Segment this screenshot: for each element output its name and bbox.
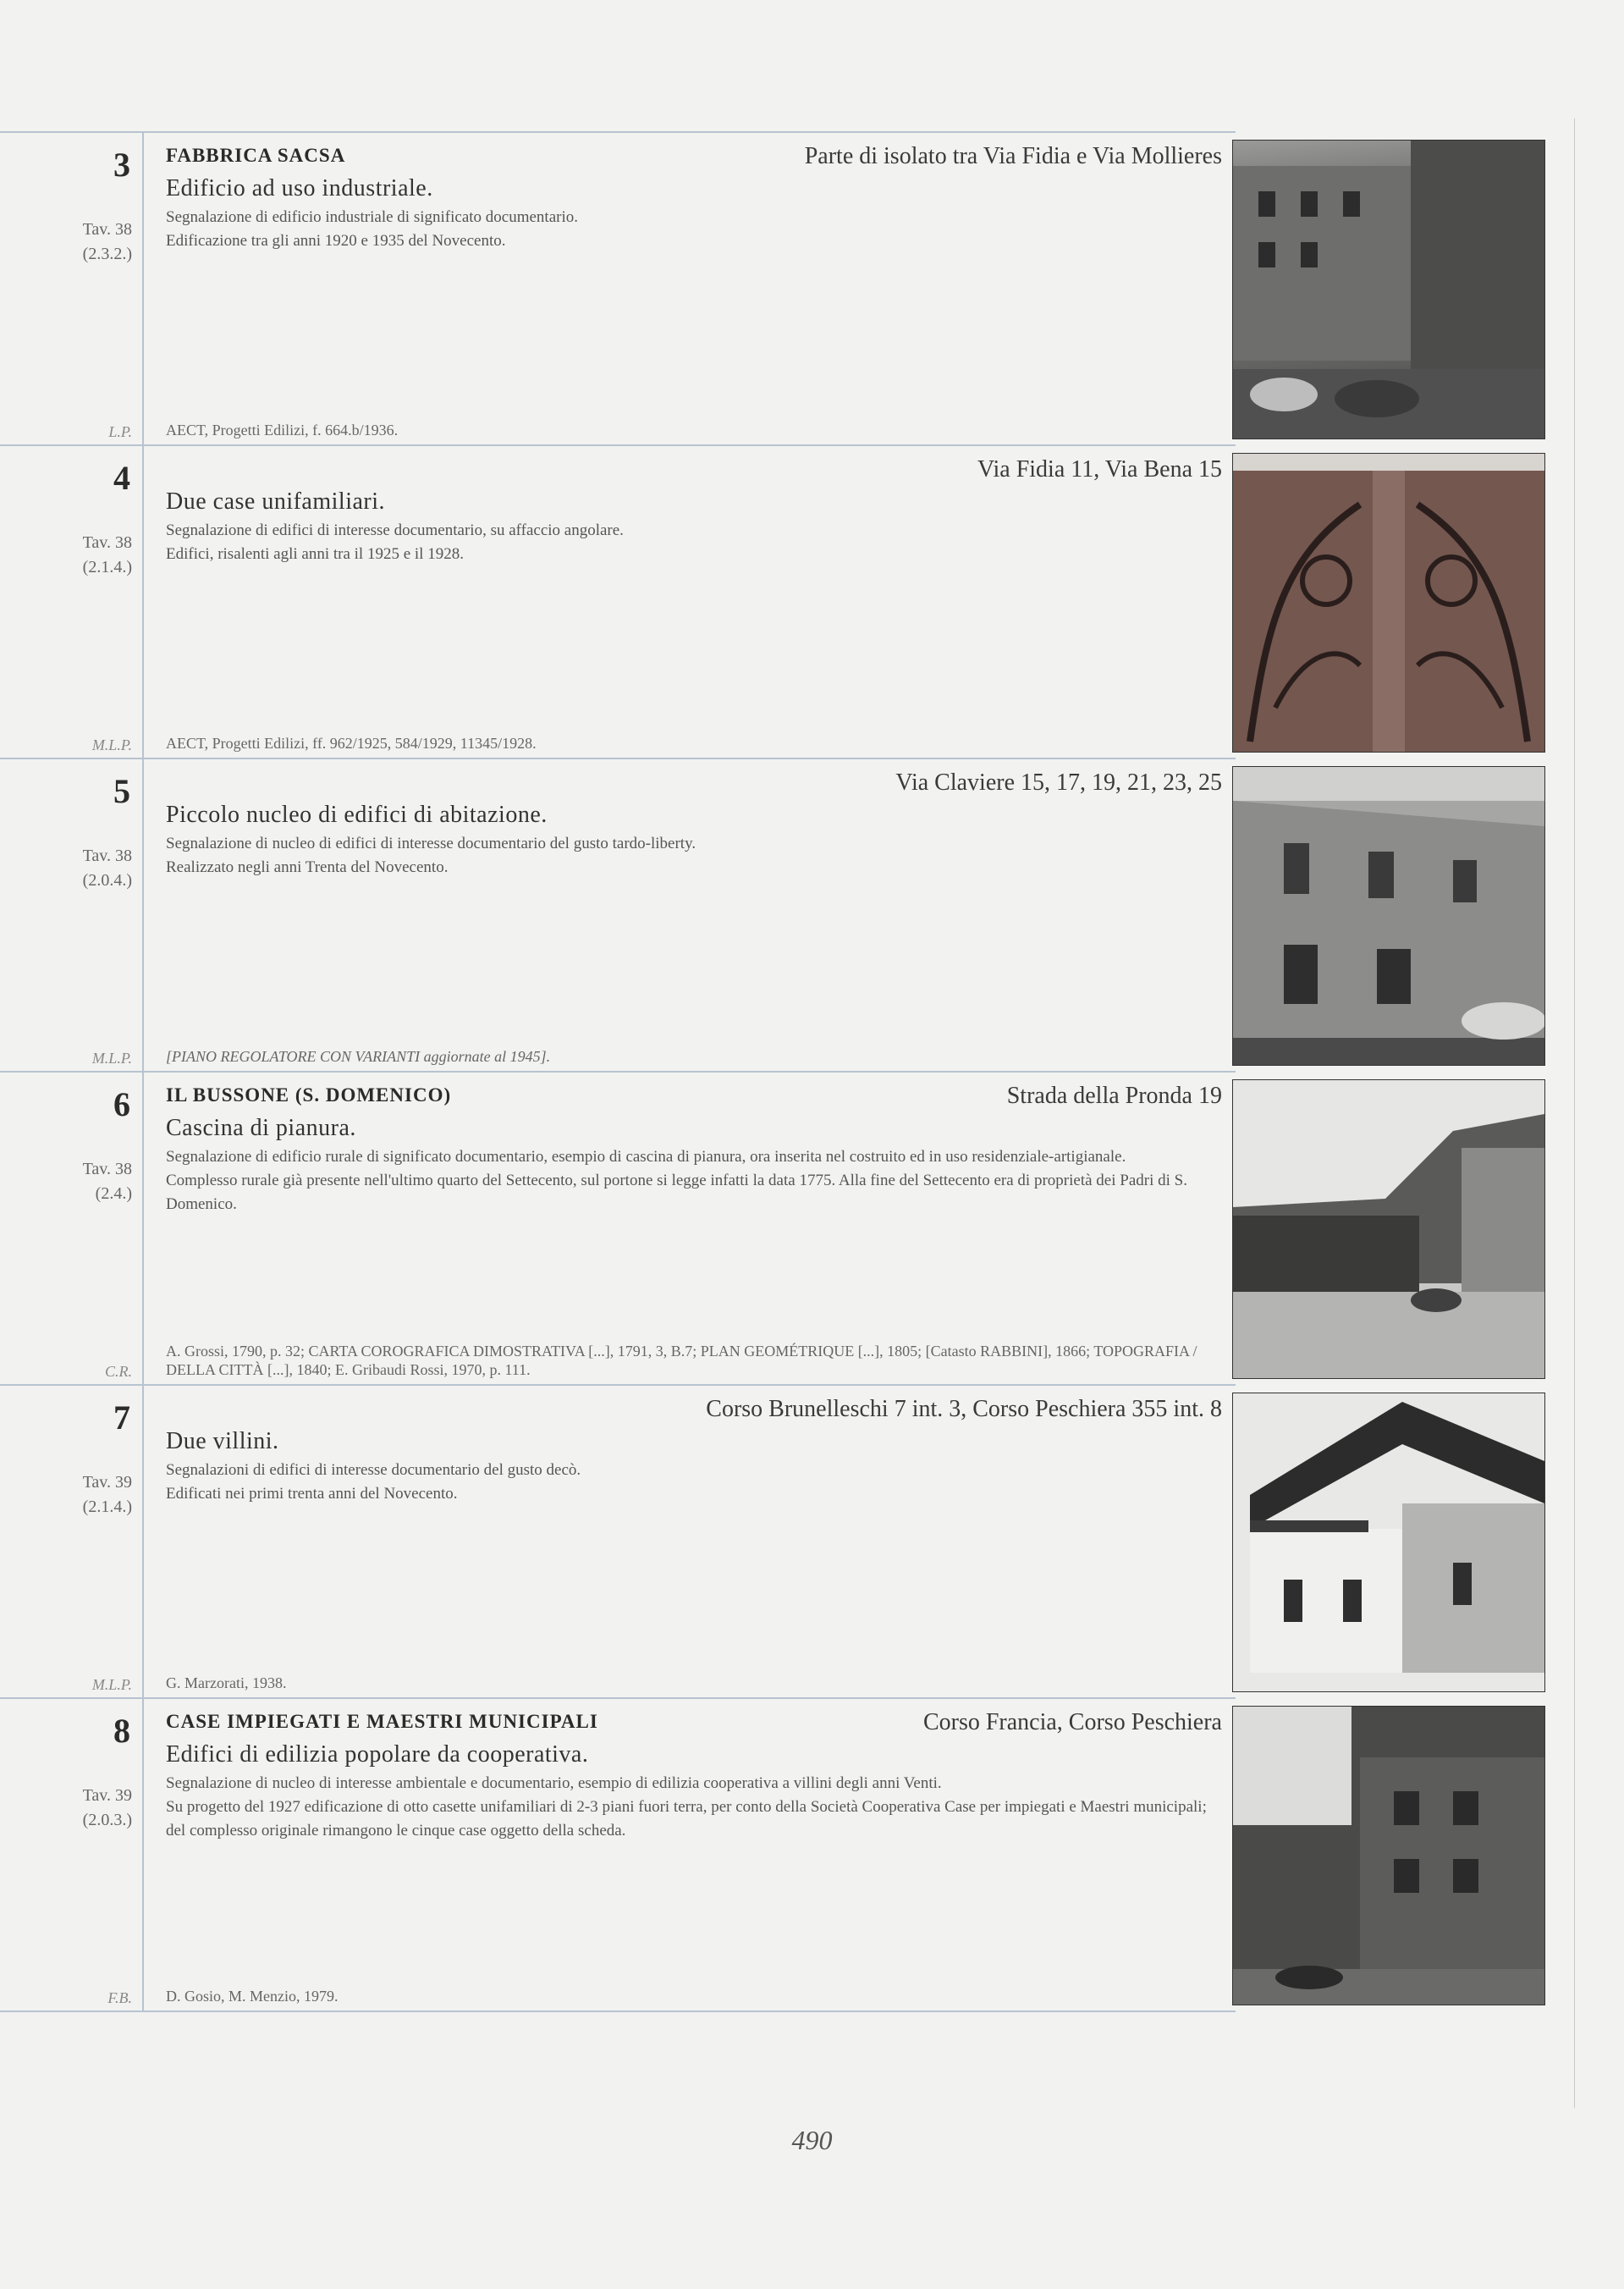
entry-index-column <box>0 1073 144 1384</box>
entry-number: 4 <box>113 459 130 497</box>
entry-address: Via Claviere 15, 17, 19, 21, 23, 25 <box>895 769 1222 796</box>
entry-index-column <box>0 1699 144 2010</box>
catalogue-entry <box>0 759 1236 1073</box>
entry-index-column <box>0 133 144 444</box>
entry-index-column <box>0 1386 144 1697</box>
entry-number: 8 <box>113 1712 130 1750</box>
entry-number: 6 <box>113 1085 130 1123</box>
catalogue-entry <box>0 1699 1236 2012</box>
entry-tav-reference: Tav. 38 (2.4.) <box>82 1160 132 1203</box>
description-paragraph: Edifici, risalenti agli anni tra il 1925 e il 1928. <box>166 545 464 563</box>
description-paragraph: Segnalazione di edificio rurale di significato documentario, esempio di cascina di pianura, ora inserita nel costruito ed in uso residenziale-artigianale. <box>166 1148 1126 1166</box>
entry-tav-reference: Tav. 39 (2.0.3.) <box>82 1786 132 1829</box>
entry-content <box>166 456 1222 758</box>
description-paragraph: Edificati nei primi trenta anni del Novecento. <box>166 1485 458 1503</box>
entry-content <box>166 769 1222 1071</box>
entry-subtitle: Edifici di edilizia popolare da cooperativa. <box>166 1741 589 1768</box>
entry-address: Strada della Pronda 19 <box>1006 1083 1222 1109</box>
description-paragraph: Edificazione tra gli anni 1920 e 1935 del Novecento. <box>166 232 506 250</box>
page-number: 490 <box>791 2125 833 2155</box>
entry-index-column <box>0 759 144 1071</box>
description-paragraph: Segnalazione di edifici di interesse documentario, su affaccio angolare. <box>166 521 624 539</box>
entry-subtitle: Due villini. <box>166 1428 279 1454</box>
entry-title: IL BUSSONE (S. DOMENICO) <box>166 1084 452 1106</box>
description-paragraph: Segnalazione di edificio industriale di significato documentario. <box>166 208 578 226</box>
entry-author-initials: M.L.P. <box>91 736 132 753</box>
entry-content <box>166 1083 1222 1384</box>
entry-content <box>166 143 1222 444</box>
villa-photo <box>1232 1393 1545 1692</box>
description-paragraph: Segnalazione di nucleo di edifici di interesse documentario del gusto tardo-liberty. <box>166 835 696 852</box>
entry-source: [PIANO REGOLATORE CON VARIANTI aggiornate al 1945]. <box>166 1048 551 1065</box>
entry-subtitle: Edificio ad uso industriale. <box>166 175 433 201</box>
entry-source: AECT, Progetti Edilizi, ff. 962/1925, 584/1929, 11345/1928. <box>166 735 537 752</box>
entry-subtitle: Due case unifamiliari. <box>166 488 386 515</box>
entry-index-column <box>0 446 144 758</box>
cooperative-houses-photo <box>1232 1706 1545 2005</box>
entry-number: 3 <box>113 146 130 184</box>
entry-source: A. Grossi, 1790, p. 32; CARTA COROGRAFICA DIMOSTRATIVA [...], 1791, 3, B.7; PLAN GEOMÉTRIQUE [...], 1805; [Catasto RABBINI], 1866; TOPOGRAFIA / DELLA CITTÀ [...], 1840; E. Gribaudi Rossi, 1970, p. 111. <box>166 1343 1197 1378</box>
entry-title: CASE IMPIEGATI E MAESTRI MUNICIPALI <box>166 1711 598 1732</box>
catalogue-entry <box>0 133 1236 446</box>
catalogue-entry <box>0 1386 1236 1699</box>
entry-source: AECT, Progetti Edilizi, f. 664.b/1936. <box>166 422 399 438</box>
residential-building-photo <box>1232 766 1545 1066</box>
entry-address: Corso Brunelleschi 7 int. 3, Corso Peschiera 355 int. 8 <box>706 1396 1222 1422</box>
description-paragraph: Realizzato negli anni Trenta del Novecento. <box>166 858 449 876</box>
entry-address: Corso Francia, Corso Peschiera <box>922 1709 1222 1735</box>
catalogue-entry <box>0 1073 1236 1386</box>
entry-source: G. Marzorati, 1938. <box>166 1674 287 1691</box>
entry-author-initials: M.L.P. <box>91 1050 132 1067</box>
entry-title: FABBRICA SACSA <box>166 145 346 166</box>
entry-description <box>166 1145 1222 1216</box>
description-paragraph: Segnalazione di nucleo di interesse ambientale e documentario, esempio di edilizia cooperativa a villini degli anni Venti. <box>166 1774 942 1792</box>
wrought-iron-gate-photo <box>1232 453 1545 753</box>
entry-tav-reference: Tav. 39 (2.1.4.) <box>82 1473 132 1516</box>
entry-author-initials: F.B. <box>107 1989 132 2006</box>
entry-content <box>166 1709 1222 2010</box>
entry-subtitle: Piccolo nucleo di edifici di abitazione. <box>166 802 548 828</box>
entry-address: Via Fidia 11, Via Bena 15 <box>977 456 1222 483</box>
entry-tav-reference: Tav. 38 (2.0.4.) <box>82 847 132 890</box>
entry-description <box>166 1459 1222 1506</box>
entry-address: Parte di isolato tra Via Fidia e Via Mollieres <box>804 143 1222 169</box>
description-paragraph: Complesso rurale già presente nell'ultimo quarto del Settecento, sul portone si legge infatti la data 1775. Alla fine del Settecento era di proprietà dei Padri di S. Domenico. <box>166 1172 1187 1213</box>
entry-author-initials: M.L.P. <box>91 1676 132 1693</box>
farmhouse-courtyard-photo <box>1232 1079 1545 1379</box>
right-margin-rule <box>1574 119 1575 2108</box>
entry-number: 7 <box>113 1398 130 1437</box>
entry-description <box>166 1772 1222 1843</box>
description-paragraph: Su progetto del 1927 edificazione di otto casette unifamiliari di 2-3 piani fuori terra, per conto della Società Cooperativa Case per impiegati e Maestri municipali; del complesso originale rimangono le cinque case oggetto della scheda. <box>166 1798 1207 1839</box>
entry-description <box>166 519 1222 566</box>
entry-author-initials: C.R. <box>104 1363 132 1380</box>
entry-source: D. Gosio, M. Menzio, 1979. <box>166 1988 339 2005</box>
entry-description <box>166 206 1222 253</box>
entry-content <box>166 1396 1222 1697</box>
description-paragraph: Segnalazioni di edifici di interesse documentario del gusto decò. <box>166 1461 581 1479</box>
entry-subtitle: Cascina di pianura. <box>166 1115 356 1141</box>
entry-tav-reference: Tav. 38 (2.1.4.) <box>82 533 132 576</box>
entry-number: 5 <box>113 772 130 810</box>
entry-description <box>166 832 1222 880</box>
entry-author-initials: L.P. <box>108 423 132 440</box>
catalogue-entry <box>0 446 1236 759</box>
industrial-building-photo <box>1232 140 1545 439</box>
catalogue-sheet <box>0 131 1236 2012</box>
entry-tav-reference: Tav. 38 (2.3.2.) <box>82 220 132 263</box>
